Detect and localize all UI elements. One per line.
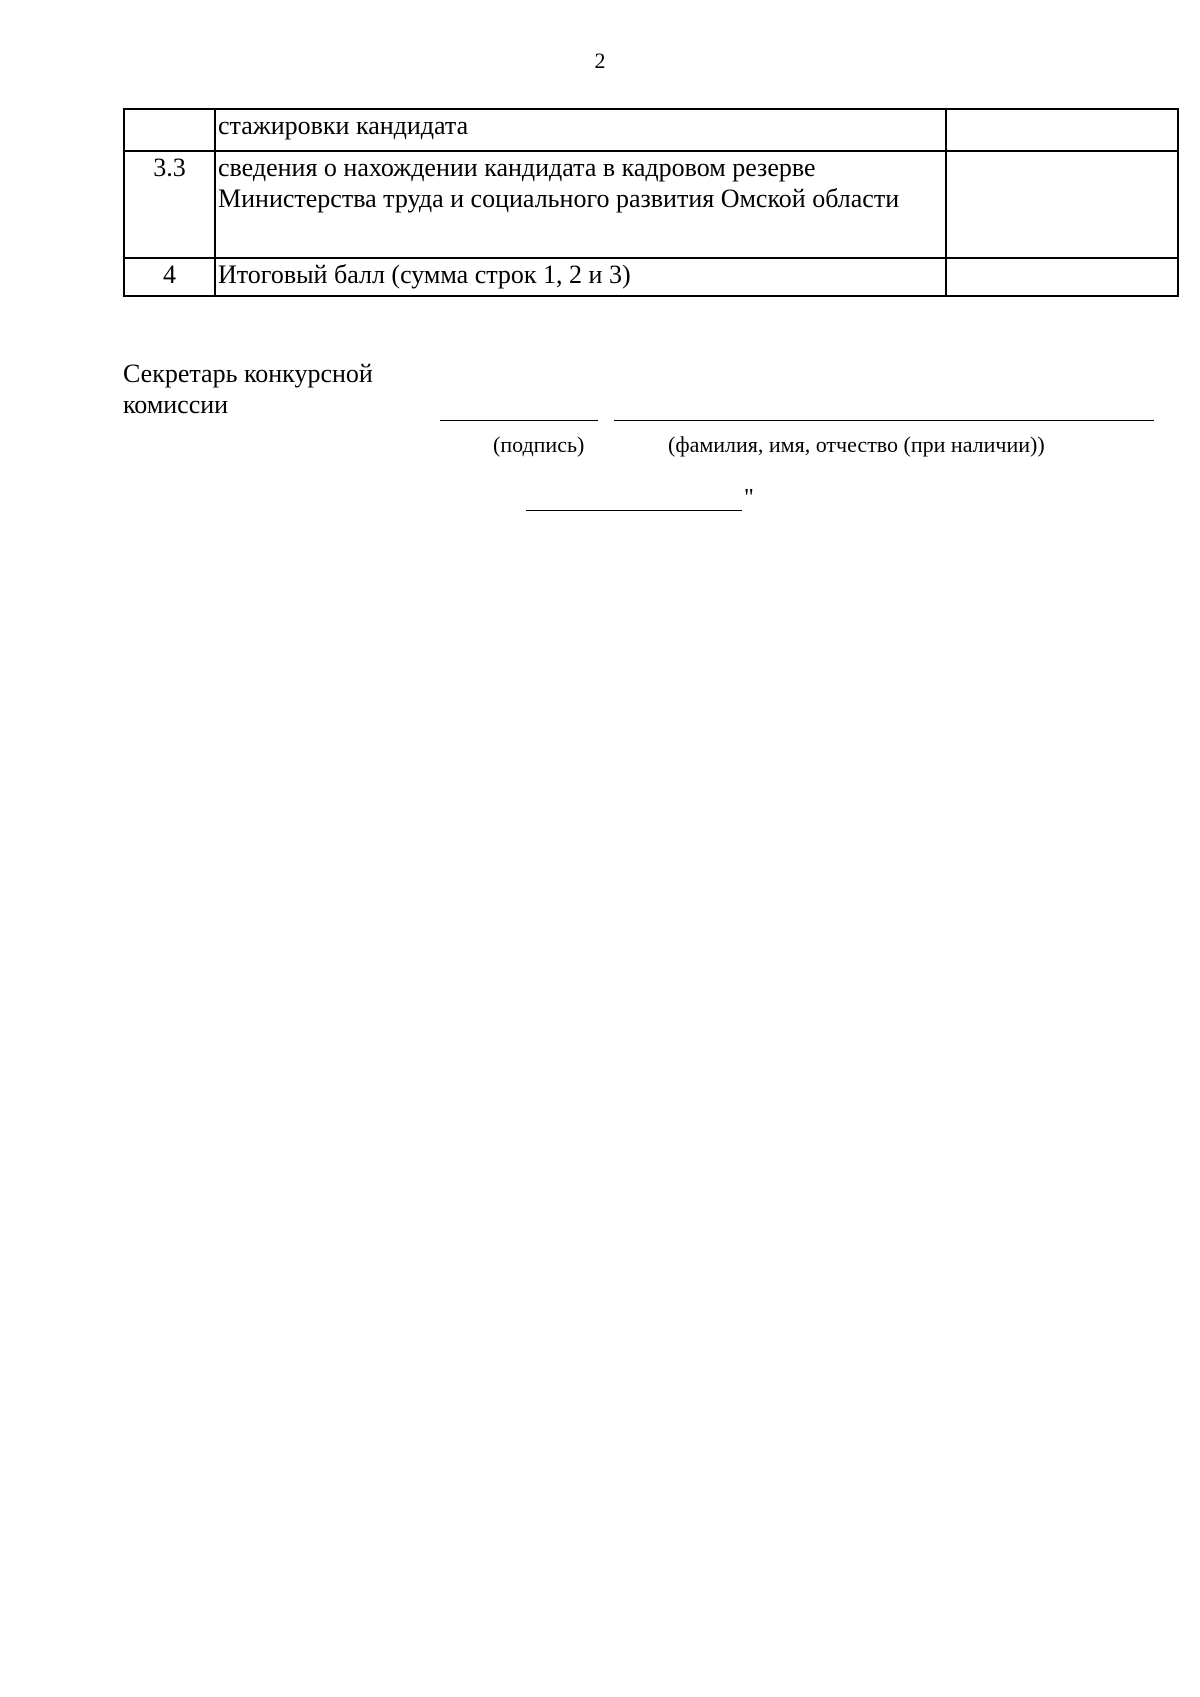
- page-number: 2: [594, 48, 606, 73]
- score-table: [123, 108, 1179, 297]
- row-number-cell: 4: [124, 258, 215, 296]
- row-score-cell: [946, 151, 1178, 258]
- date-line: [526, 510, 742, 511]
- row-number-cell: 3.3: [124, 151, 215, 258]
- fullname-line: [614, 420, 1154, 421]
- row-criterion-cell: Итоговый балл (сумма строк 1, 2 и 3): [215, 258, 946, 296]
- date-quote-mark: ": [744, 485, 754, 511]
- row-criterion-cell: сведения о нахождении кандидата в кадровом резерве Министерства труда и социального развития Омской области: [215, 151, 946, 258]
- table-row: [124, 109, 1178, 151]
- table-row: [124, 151, 1178, 258]
- row-score-cell: [946, 258, 1178, 296]
- signature-line: [440, 420, 598, 421]
- secretary-label: Секретарь конкурсной комиссии: [123, 359, 373, 419]
- row-score-cell: [946, 109, 1178, 151]
- row-number-cell: [124, 109, 215, 151]
- table-row: [124, 258, 1178, 296]
- row-criterion-cell: стажировки кандидата: [215, 109, 946, 151]
- fullname-caption: (фамилия, имя, отчество (при наличии)): [668, 432, 1045, 457]
- signature-caption: (подпись): [493, 432, 585, 457]
